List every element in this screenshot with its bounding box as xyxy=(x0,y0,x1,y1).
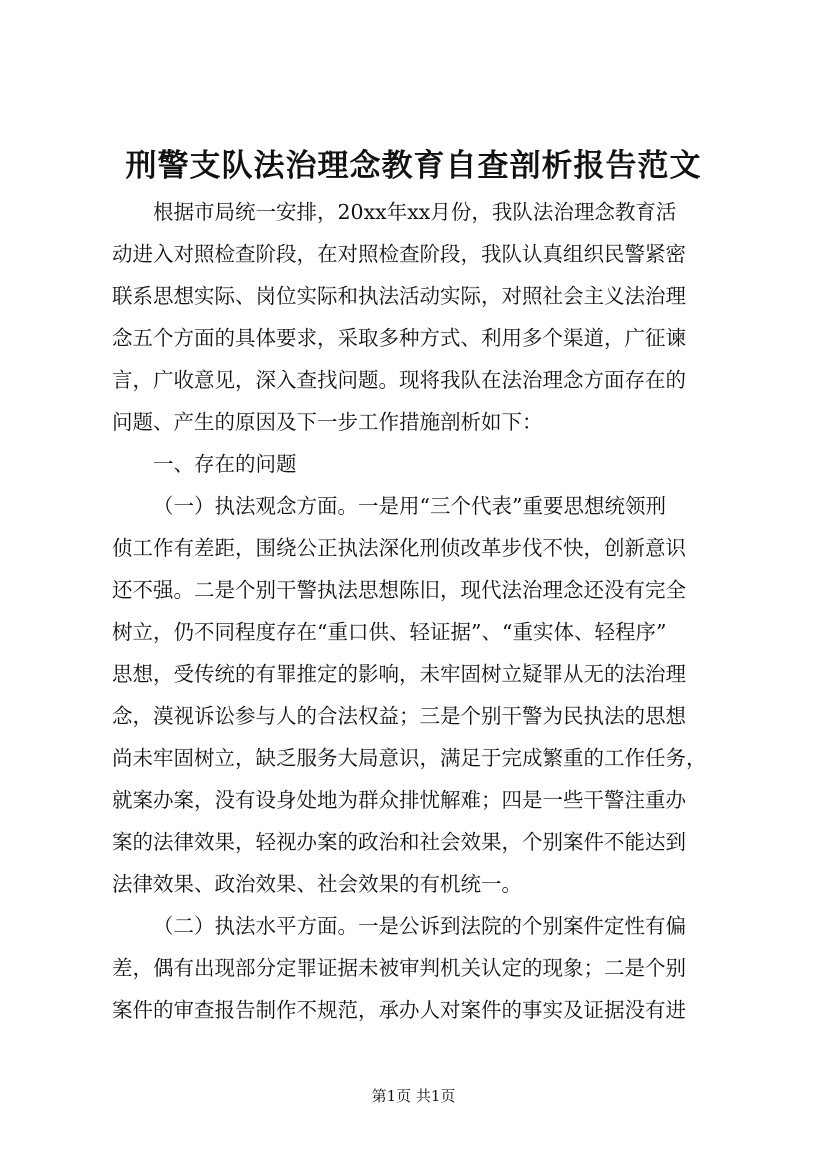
body-line: （一）执法观念方面。一是用“三个代表”重要思想统领刑 xyxy=(153,494,666,518)
document-body xyxy=(112,191,726,1031)
body-line: 案件的审查报告制作不规范，承办人对案件的事实及证据没有进 xyxy=(112,998,686,1022)
body-line: 尚未牢固树立，缺乏服务大局意识，满足于完成繁重的工作任务， xyxy=(112,746,707,770)
body-line: 树立，仍不同程度存在“重口供、轻证据”、“重实体、轻程序” xyxy=(112,620,667,644)
body-line: 法律效果、政治效果、社会效果的有机统一。 xyxy=(112,872,522,896)
body-line: 言，广收意见，深入查找问题。现将我队在法治理念方面存在的 xyxy=(112,368,686,392)
body-line: 问题、产生的原因及下一步工作措施剖析如下： xyxy=(112,410,543,434)
body-line: （二）执法水平方面。一是公诉到法院的个别案件定性有偏 xyxy=(153,914,686,938)
body-line: 差，偶有出现部分定罪证据未被审判机关认定的现象；二是个别 xyxy=(112,956,686,980)
body-line: 念五个方面的具体要求，采取多种方式、利用多个渠道，广征谏 xyxy=(112,326,686,350)
document-title: 刑警支队法治理念教育自查剖析报告范文 xyxy=(125,148,702,184)
body-line: 就案办案，没有设身处地为群众排忧解难；四是一些干警注重办 xyxy=(112,788,686,812)
body-line: 侦工作有差距，围绕公正执法深化刑侦改革步伐不快，创新意识 xyxy=(112,536,686,560)
body-line: 联系思想实际、岗位实际和执法活动实际，对照社会主义法治理 xyxy=(112,284,686,308)
body-line: 念，漠视诉讼参与人的合法权益；三是个别干警为民执法的思想 xyxy=(112,704,686,728)
body-line: 还不强。二是个别干警执法思想陈旧，现代法治理念还没有完全 xyxy=(112,578,686,602)
body-line: 根据市局统一安排，20xx年xx月份，我队法治理念教育活 xyxy=(153,200,677,224)
body-line: 动进入对照检查阶段，在对照检查阶段，我队认真组织民警紧密 xyxy=(112,242,686,266)
section-heading: 一、存在的问题 xyxy=(153,452,297,476)
body-line: 思想，受传统的有罪推定的影响，未牢固树立疑罪从无的法治理 xyxy=(112,662,686,686)
body-line: 案的法律效果，轻视办案的政治和社会效果，个别案件不能达到 xyxy=(112,830,686,854)
page-footer: 第1页 共1页 xyxy=(371,1087,456,1105)
